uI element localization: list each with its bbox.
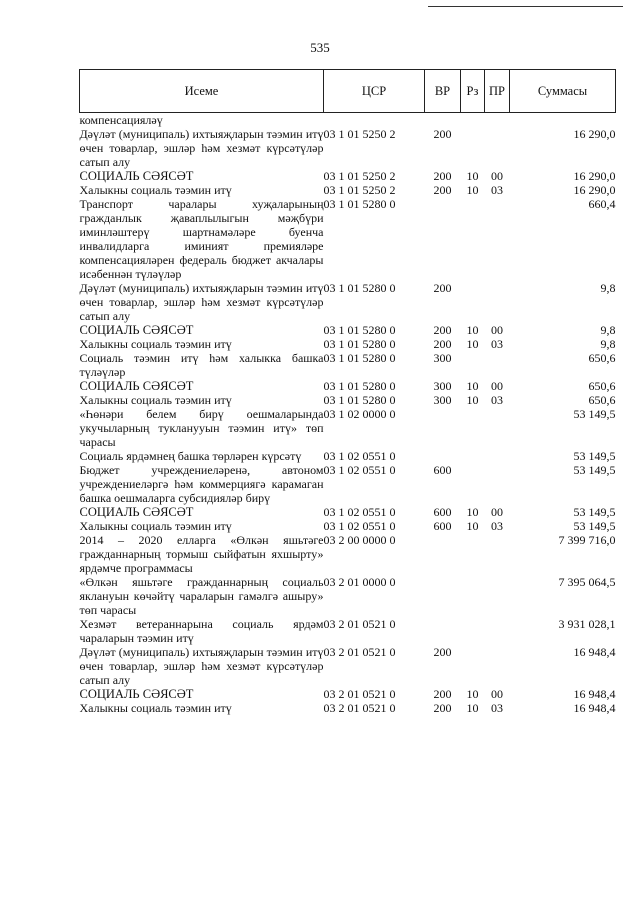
cell-pr [485,127,510,169]
cell-csr: 03 1 02 0551 0 [323,463,396,477]
cell-vr: 300 [433,393,452,407]
cell-vr: 200 [433,701,452,715]
cell-pr: 03 [491,393,503,407]
cell-name: Халыкны социаль тәэмин итү [79,393,232,407]
cell-rz [461,127,485,169]
cell-pr: 03 [491,519,503,533]
cell-pr: 00 [491,687,503,701]
cell-csr: 03 1 01 5280 0 [323,379,396,393]
cell-vr: 200 [433,337,452,351]
table-row [80,449,616,463]
cell-vr [425,617,461,645]
cell-sum: 9,8 [600,323,616,337]
cell-pr [485,449,510,463]
cell-name: Дәүләт (муниципаль) ихтыяҗларын тәэмин итү өчен товарлар, эшләр һәм хезмәт күрсәтүләр сатып алу [79,645,324,687]
cell-rz: 10 [466,519,479,533]
cell-csr: 03 1 01 5280 0 [323,351,396,365]
cell-rz [461,575,485,617]
cell-name: СОЦИАЛЬ СӘЯСӘТ [79,505,194,519]
cell-vr: 600 [433,463,452,477]
column-header-pr: ПР [485,70,510,113]
cell-sum: 53 149,5 [573,519,616,533]
cell-rz [461,281,485,323]
cell-vr: 200 [433,281,452,295]
cell-pr: 03 [491,337,503,351]
cell-sum: 53 149,5 [573,449,616,463]
cell-sum: 9,8 [600,337,616,351]
cell-rz [461,113,485,128]
cell-sum: 53 149,5 [573,407,616,421]
cell-name: Халыкны социаль тәэмин итү [79,337,232,351]
table-row [80,687,616,701]
cell-csr: 03 1 02 0551 0 [323,519,396,533]
cell-vr: 200 [433,127,452,141]
cell-vr: 200 [433,645,452,659]
cell-name: Халыкны социаль тәэмин итү [79,183,232,197]
cell-name: Транспорт чаралары хуҗаларының гражданлык җаваплылыгын мәҗбүри иминләштерү шартнамәләре буенча инвалидларга иминият премияләре компенсацияләрен федераль бюджет акчалары исәбеннән түләүләр [79,197,324,281]
cell-vr: 200 [433,687,452,701]
table-row [80,169,616,183]
cell-csr [324,113,425,128]
cell-sum: 650,6 [588,393,616,407]
cell-pr [485,617,510,645]
cell-csr: 03 2 01 0521 0 [323,645,396,659]
cell-csr: 03 1 01 5250 2 [323,183,396,197]
cell-pr [485,407,510,449]
cell-pr: 03 [491,701,503,715]
cell-vr [425,575,461,617]
table-row [80,701,616,715]
cell-sum: 7 395 064,5 [558,575,616,589]
cell-csr: 03 1 02 0000 0 [323,407,396,421]
cell-csr: 03 2 01 0521 0 [323,701,396,715]
column-header-csr: ЦСР [324,70,425,113]
cell-pr: 00 [491,505,503,519]
table-row [80,575,616,617]
table-row [80,113,616,128]
table-row [80,645,616,687]
cell-csr: 03 1 01 5280 0 [323,337,396,351]
cell-name: СОЦИАЛЬ СӘЯСӘТ [79,379,194,393]
cell-name: Халыкны социаль тәэмин итү [79,519,232,533]
cell-sum: 16 948,4 [573,701,616,715]
table-row [80,533,616,575]
cell-rz: 10 [466,505,479,519]
cell-sum: 3 931 028,1 [558,617,616,631]
table-row [80,463,616,505]
cell-sum: 7 399 716,0 [558,533,616,547]
cell-name: 2014 – 2020 елларга «Өлкән яшьтәге гражданнарның тормыш сыйфатын яхшырту» ярдәмче программасы [79,533,324,575]
cell-vr [425,197,461,281]
column-header-rz: Рз [461,70,485,113]
cell-pr [485,533,510,575]
cell-rz: 10 [466,701,479,715]
table-row [80,379,616,393]
column-header-name: Исеме [80,70,324,113]
cell-name: СОЦИАЛЬ СӘЯСӘТ [79,687,194,701]
cell-sum: 16 948,4 [573,687,616,701]
cell-rz: 10 [466,323,479,337]
cell-pr: 00 [491,323,503,337]
cell-rz: 10 [466,337,479,351]
cell-vr: 200 [433,169,452,183]
cell-name: СОЦИАЛЬ СӘЯСӘТ [79,323,194,337]
cell-sum: 9,8 [600,281,616,295]
cell-sum: 53 149,5 [573,463,616,477]
cell-rz [461,617,485,645]
cell-name: Халыкны социаль тәэмин итү [79,701,232,715]
table-row [80,407,616,449]
cell-pr: 00 [491,379,503,393]
header-rule [428,6,623,7]
cell-pr [485,645,510,687]
cell-vr: 300 [433,379,452,393]
cell-sum: 16 290,0 [573,169,616,183]
table-row [80,393,616,407]
cell-pr [485,463,510,505]
cell-rz [461,533,485,575]
cell-rz: 10 [466,393,479,407]
cell-name: Бюджет учреждениеләренә, автоном учреждениеләргә һәм коммерциягә карамаган башка оешмаларга субсидияләр бирү [79,463,324,505]
cell-sum: 53 149,5 [573,505,616,519]
cell-rz: 10 [466,169,479,183]
cell-sum: 16 290,0 [573,127,616,141]
cell-pr [485,351,510,379]
cell-name: Социаль тәэмин итү һәм халыкка башка түләүләр [79,351,324,379]
table-row [80,505,616,519]
cell-vr [425,113,461,128]
cell-csr: 03 1 01 5250 2 [323,169,396,183]
cell-csr: 03 2 01 0000 0 [323,575,396,589]
table-row [80,127,616,169]
cell-name: Социаль ярдәмнең башка төрләрен күрсәтү [79,449,302,463]
cell-rz: 10 [466,379,479,393]
cell-rz: 10 [466,183,479,197]
cell-rz [461,645,485,687]
cell-vr: 300 [433,351,452,365]
cell-pr [485,281,510,323]
cell-pr [485,113,510,128]
cell-sum: 16 290,0 [573,183,616,197]
cell-rz [461,197,485,281]
cell-csr: 03 2 01 0521 0 [323,617,396,631]
cell-name: Дәүләт (муниципаль) ихтыяҗларын тәэмин итү өчен товарлар, эшләр һәм хезмәт күрсәтүләр сатып алу [79,281,324,323]
table-row [80,281,616,323]
cell-name: Дәүләт (муниципаль) ихтыяҗларын тәэмин итү өчен товарлар, эшләр һәм хезмәт күрсәтүләр сатып алу [79,127,324,169]
cell-sum [510,113,616,128]
table-header-row [80,70,616,113]
cell-csr: 03 1 02 0551 0 [323,449,396,463]
cell-name: Хезмәт ветераннарына социаль ярдәм чараларын тәэмин итү [79,617,324,645]
cell-csr: 03 1 01 5250 2 [323,127,396,141]
cell-vr: 600 [433,505,452,519]
cell-sum: 660,4 [588,197,616,211]
cell-rz [461,407,485,449]
cell-vr: 200 [433,323,452,337]
table-row [80,183,616,197]
cell-pr: 00 [491,169,503,183]
cell-name: компенсацияләү [79,113,163,127]
cell-vr [425,533,461,575]
cell-rz [461,449,485,463]
cell-pr: 03 [491,183,503,197]
cell-rz [461,463,485,505]
table-row [80,337,616,351]
table-row [80,519,616,533]
cell-sum: 650,6 [588,351,616,365]
cell-sum: 650,6 [588,379,616,393]
cell-vr [425,407,461,449]
cell-pr [485,575,510,617]
cell-csr: 03 1 01 5280 0 [323,281,396,295]
cell-vr: 200 [433,183,452,197]
cell-pr [485,197,510,281]
table-row [80,197,616,281]
cell-vr [425,449,461,463]
cell-name: СОЦИАЛЬ СӘЯСӘТ [79,169,194,183]
cell-csr: 03 2 00 0000 0 [323,533,396,547]
cell-name: «Өлкән яшьтәге гражданнарның социаль яклануын көчәйтү чараларын гамәлгә ашыру» төп чарасы [79,575,324,617]
table-body [80,113,616,716]
table-row [80,617,616,645]
cell-rz: 10 [466,687,479,701]
column-header-sum: Суммасы [510,70,616,113]
table-row [80,351,616,379]
budget-table [79,69,616,715]
cell-csr: 03 1 01 5280 0 [323,323,396,337]
cell-csr: 03 1 01 5280 0 [323,393,396,407]
cell-rz [461,351,485,379]
cell-name: «Һөнәри белем бирү оешмаларында укучыларның тукланууын тәэмин итү» төп чарасы [79,407,324,449]
table-row [80,323,616,337]
cell-sum: 16 948,4 [573,645,616,659]
page-number: 535 [310,40,330,55]
cell-csr: 03 1 01 5280 0 [323,197,396,211]
column-header-vr: ВР [425,70,461,113]
cell-csr: 03 2 01 0521 0 [323,687,396,701]
cell-vr: 600 [433,519,452,533]
cell-csr: 03 1 02 0551 0 [323,505,396,519]
